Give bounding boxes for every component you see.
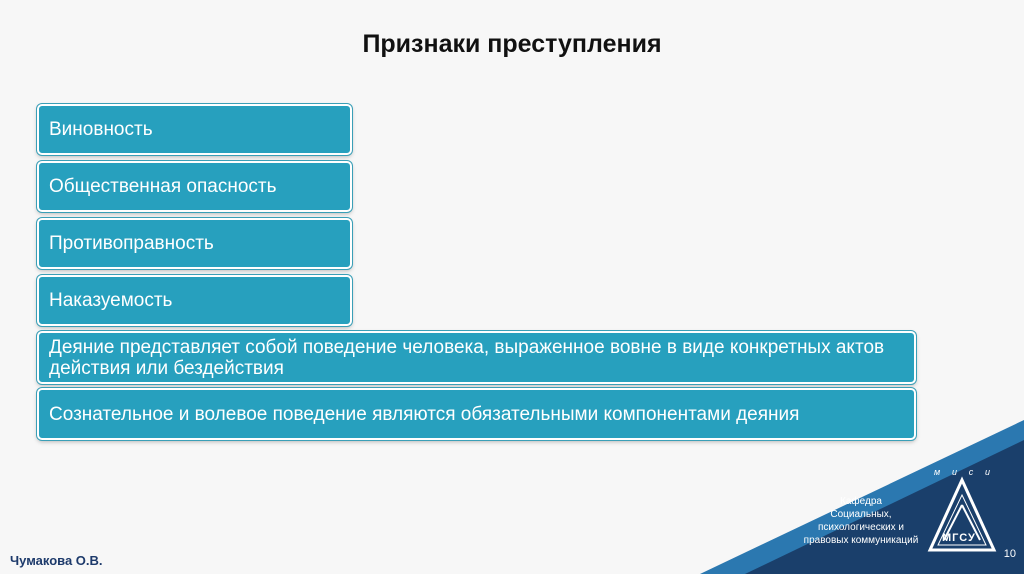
criterion-guilt: Виновность (37, 104, 352, 155)
criterion-punishability: Наказуемость (37, 275, 352, 326)
department-label: Кафедра Социальных, психологических и правовых коммуникаций (803, 496, 919, 546)
criterion-public-danger: Общественная опасность (37, 161, 352, 212)
author-name: Чумакова О.В. (10, 553, 103, 568)
logo-letter: и (951, 467, 957, 477)
logo-letter: и (984, 467, 990, 477)
page-number: 10 (1003, 548, 1016, 560)
logo-letters (934, 467, 990, 477)
criterion-unlawfulness: Противоправность (37, 218, 352, 269)
logo-name: МГСУ (942, 532, 976, 544)
page-title: Признаки преступления (362, 30, 662, 58)
act-components-box: Сознательное и волевое поведение являются обязательными компонентами деяния (37, 388, 916, 440)
act-definition-box: Деяние представляет собой поведение человека, выраженное вовне в виде конкретных актов действия или бездействия (37, 331, 916, 384)
logo-letter: с (968, 467, 974, 477)
logo-letter: м (934, 467, 941, 477)
